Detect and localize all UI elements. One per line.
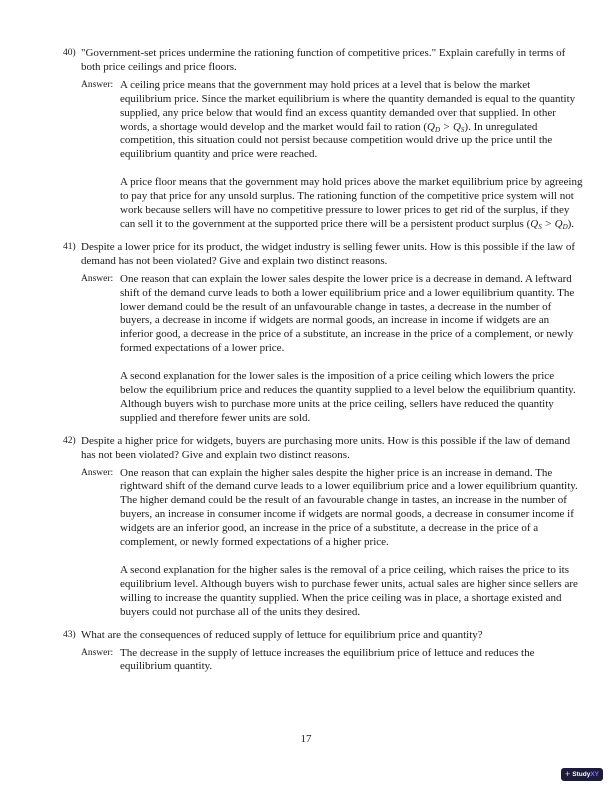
answer-paragraph bbox=[120, 79, 583, 162]
answer-paragraph bbox=[120, 176, 583, 232]
answer-text: A price floor means that the government may hold prices above the market equilibrium price by agreeing to pay that price for any unsold surplus. The rationing function of the competitive price system will not work because sellers will have no competitive pressure to lower prices to get rid of the surplus, if they can sell it to the government at the supported price there will be a persistent product surplus ( bbox=[120, 176, 583, 230]
question-text: What are the consequences of reduced supply of lettuce for equilibrium price and quantity? bbox=[81, 628, 483, 641]
brand-name bbox=[572, 768, 599, 782]
answer-paragraph: One reason that can explain the higher sales despite the higher price is an increase in demand. The rightward shift of the demand curve leads to a lower equilibrium price and a lower equilibrium quantity. The higher demand could be the result of an favourable change in tastes, an increase in the number of buyers, an increase in consumer income if widgets are normal goods, a decrease in consumer income if widgets are an inferior good, an increase in the price of a substitute, a decrease in the price of a complement, or newly formed expectations of a higher price. bbox=[120, 466, 578, 549]
question-text: Despite a higher price for widgets, buyers are purchasing more units. How is this possible if the law of demand has not been violated? Give and explain two distinct reasons. bbox=[81, 434, 571, 461]
question-number: 42) bbox=[63, 435, 76, 446]
question-header bbox=[63, 629, 583, 643]
answer-paragraph: A second explanation for the lower sales is the imposition of a price ceiling which lowers the price below the equilibrium price and reduces the quantity supplied to a level below the equilibrium quantity. Although buyers wish to purchase more units at the price ceiling, sellers have reduced the quantity supplied and therefore fewer units are sold. bbox=[120, 370, 576, 424]
answer-paragraph: The decrease in the supply of lettuce increases the equilibrium price of lettuce and reduces the equilibrium quantity. bbox=[120, 646, 535, 673]
brand-study: Study bbox=[572, 770, 591, 778]
answer-text: ). In unregulated competition, this situation could not persist because competition would drive up the price until the equilibrium quantity and price were reached. bbox=[120, 120, 553, 161]
math-qd-gt-qs: $Q_D > Q_S$ bbox=[427, 120, 465, 134]
question-header bbox=[63, 435, 583, 463]
question-text: Despite a lower price for its product, the widget industry is selling fewer units. How is this possible if the law of demand has not been violated? Give and explain two distinct reasons. bbox=[81, 240, 575, 267]
answer-label: Answer: bbox=[81, 79, 114, 90]
question-40 bbox=[63, 47, 583, 232]
plus-icon: + bbox=[565, 769, 571, 779]
answer-paragraph: A second explanation for the higher sales is the removal of a price ceiling, which raises the price to its equilibrium level. Although buyers wish to purchase fewer units, actual sales are higher since sellers are willing to increase the quantity supplied. When the price ceiling was in place, a shortage existed and buyers could not purchase all of the units they desired. bbox=[120, 564, 578, 618]
answer-block bbox=[63, 273, 583, 426]
question-number: 43) bbox=[63, 629, 76, 640]
question-number: 41) bbox=[63, 241, 76, 252]
page-number: 17 bbox=[300, 733, 312, 745]
answer-label: Answer: bbox=[81, 467, 114, 478]
answer-label: Answer: bbox=[81, 647, 114, 658]
question-header bbox=[63, 241, 583, 269]
question-41 bbox=[63, 241, 583, 426]
answer-text: A ceiling price means that the government may hold prices at a level that is below the market equilibrium price. Since the market equilibrium is where the quantity demanded is equal to the quantity supplied, any price below that would find an excess quantity demanded over that supplied. In other words, a shortage would develop and the market would fail to ration ( bbox=[120, 78, 576, 133]
answer-block bbox=[63, 647, 583, 675]
question-text: "Government-set prices undermine the rationing function of competitive prices." Explain carefully in terms of both price ceilings and price floors. bbox=[81, 47, 566, 73]
answer-paragraph: One reason that can explain the lower sales despite the lower price is a decrease in demand. A leftward shift of the demand curve leads to both a lower equilibrium price and a lower equilibrium quantity. The lower demand could be the result of an unfavourable change in tastes, a decrease in the number of buyers, a decrease in income if widgets are normal goods, an increase in income if widgets are an inferior good, a decrease in the price of a substitute, an increase in the price of a complement, or newly formed expectations of a lower price. bbox=[120, 272, 575, 355]
studyxy-badge[interactable] bbox=[561, 768, 603, 781]
answer-label: Answer: bbox=[81, 273, 114, 284]
brand-xy: XY bbox=[590, 770, 599, 778]
question-42 bbox=[63, 435, 583, 620]
answer-block bbox=[63, 467, 583, 620]
math-qs-gt-qd: $Q_S > Q_D$ bbox=[530, 217, 568, 231]
question-number: 40) bbox=[63, 48, 76, 58]
answer-block bbox=[63, 79, 583, 232]
question-header bbox=[63, 47, 583, 75]
answer-text: ). bbox=[567, 217, 575, 230]
question-43 bbox=[63, 629, 583, 675]
document-page bbox=[63, 47, 583, 683]
